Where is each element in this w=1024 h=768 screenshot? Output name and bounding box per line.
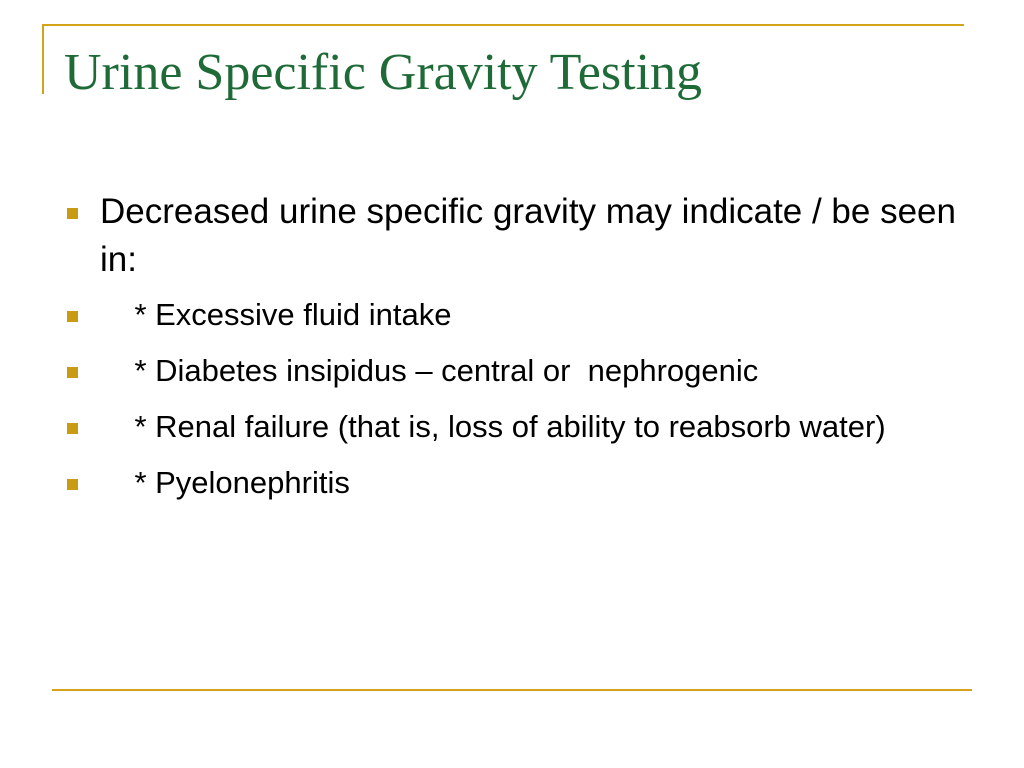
bullet-list — [60, 188, 966, 516]
bullet-item — [60, 292, 960, 338]
bullet-text: * Excessive fluid intake — [100, 297, 452, 332]
bullet-text: * Renal failure (that is, loss of ability to reabsorb water) — [100, 409, 886, 444]
square-bullet-icon — [67, 311, 78, 322]
bullet-text: * Pyelonephritis — [100, 465, 350, 500]
slide-title: Urine Specific Gravity Testing — [64, 44, 703, 101]
square-bullet-icon — [67, 367, 78, 378]
bullet-text: Decreased urine specific gravity may indicate / be seen in: — [100, 192, 966, 279]
bullet-item — [60, 348, 960, 394]
bullet-item — [60, 188, 966, 284]
square-bullet-icon — [67, 208, 78, 219]
square-bullet-icon — [67, 479, 78, 490]
bullet-item — [60, 460, 960, 506]
frame-left-rule — [42, 24, 44, 94]
bullet-item — [60, 404, 960, 450]
square-bullet-icon — [67, 423, 78, 434]
frame-bottom-rule — [52, 689, 972, 691]
frame-top-rule — [42, 24, 964, 26]
bullet-text: * Diabetes insipidus – central or nephrogenic — [100, 353, 759, 388]
